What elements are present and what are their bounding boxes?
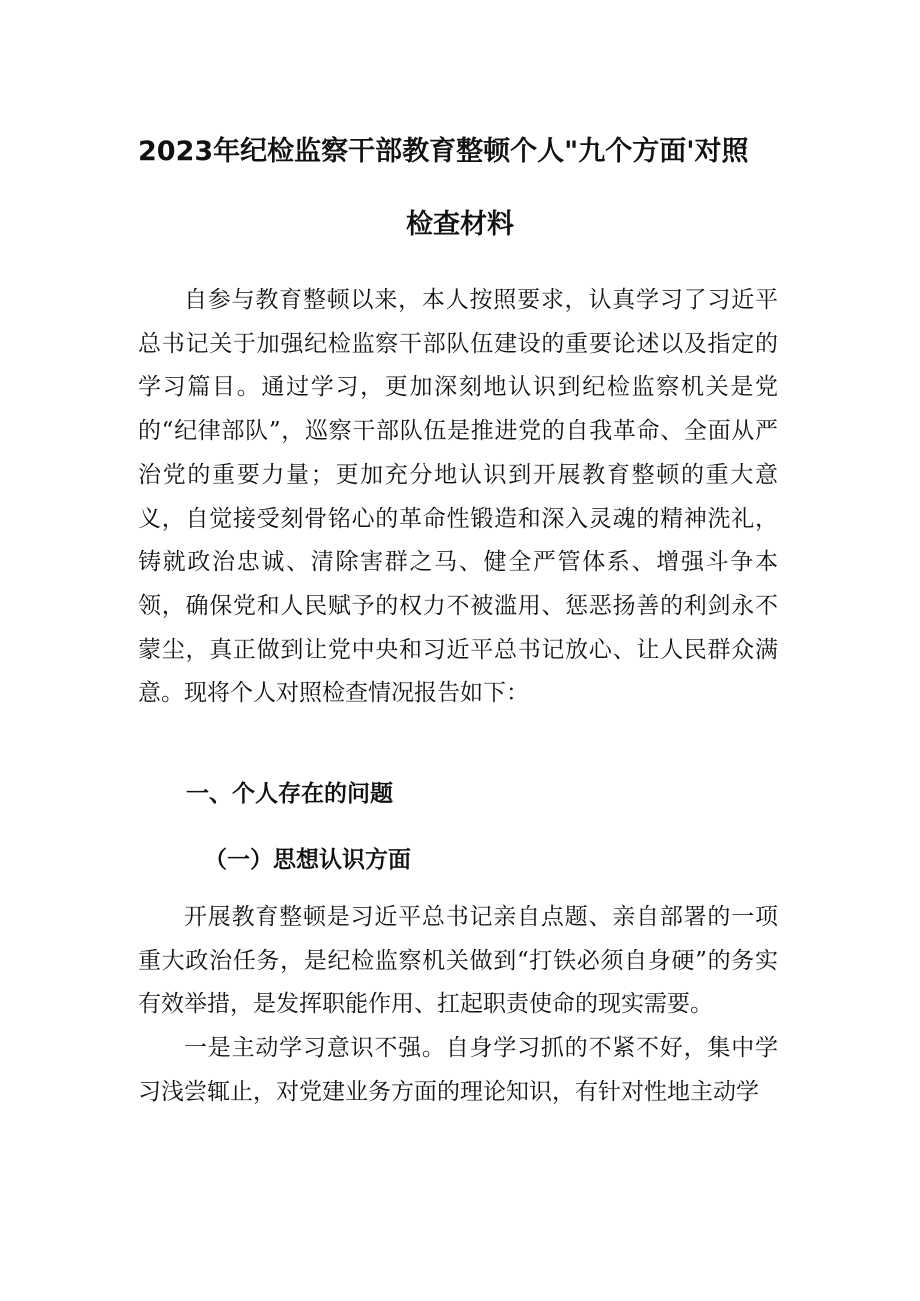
document-title-line-1: 2023年纪检监察干部教育整顿个人"九个方面'对照 — [138, 136, 749, 167]
intro-paragraph: 自参与教育整顿以来，本人按照要求，认真学习了习近平总书记关于加强纪检监察干部队伍建设的重要论述以及指定的学习篇目。通过学习，更加深刻地认识到纪检监察机关是党的“纪律部队”，巡察干部队伍是推进党的自我革命、全面从严治党的重要力量；更加充分地认识到开展教育整顿的重大意义，自觉接受刻骨铭心的革命性锻造和深入灵魂的精神洗礼，铸就政治忠诚、清除害群之马、健全严管体系、增强斗争本领，确保党和人民赋予的权力不被滥用、惩恶扬善的利剑永不蒙尘，真正做到让党中央和习近平总书记放心、让人民群众满意。现将个人对照检查情况报告如下： — [138, 287, 778, 707]
intro-paragraph-block — [138, 279, 778, 716]
document-title-line-2: 检查材料 — [406, 209, 514, 240]
section-paragraph: 开展教育整顿是习近平总书记亲自点题、亲自部署的一项重大政治任务，是纪检监察机关做到“打铁必须自身硬”的务实有效举措，是发挥职能作用、扛起职责使命的现实需要。 — [138, 904, 778, 1018]
section-paragraph-block — [138, 896, 778, 1027]
item-paragraph-block — [138, 1027, 778, 1114]
item-paragraph: 一是主动学习意识不强。自身学习抓的不紧不好，集中学习浅尝辄止，对党建业务方面的理论知识，有针对性地主动学 — [138, 1035, 778, 1105]
subsection-heading-ideology: （一）思想认识方面 — [204, 847, 411, 873]
section-heading-problems: 一、个人存在的问题 — [186, 781, 393, 807]
